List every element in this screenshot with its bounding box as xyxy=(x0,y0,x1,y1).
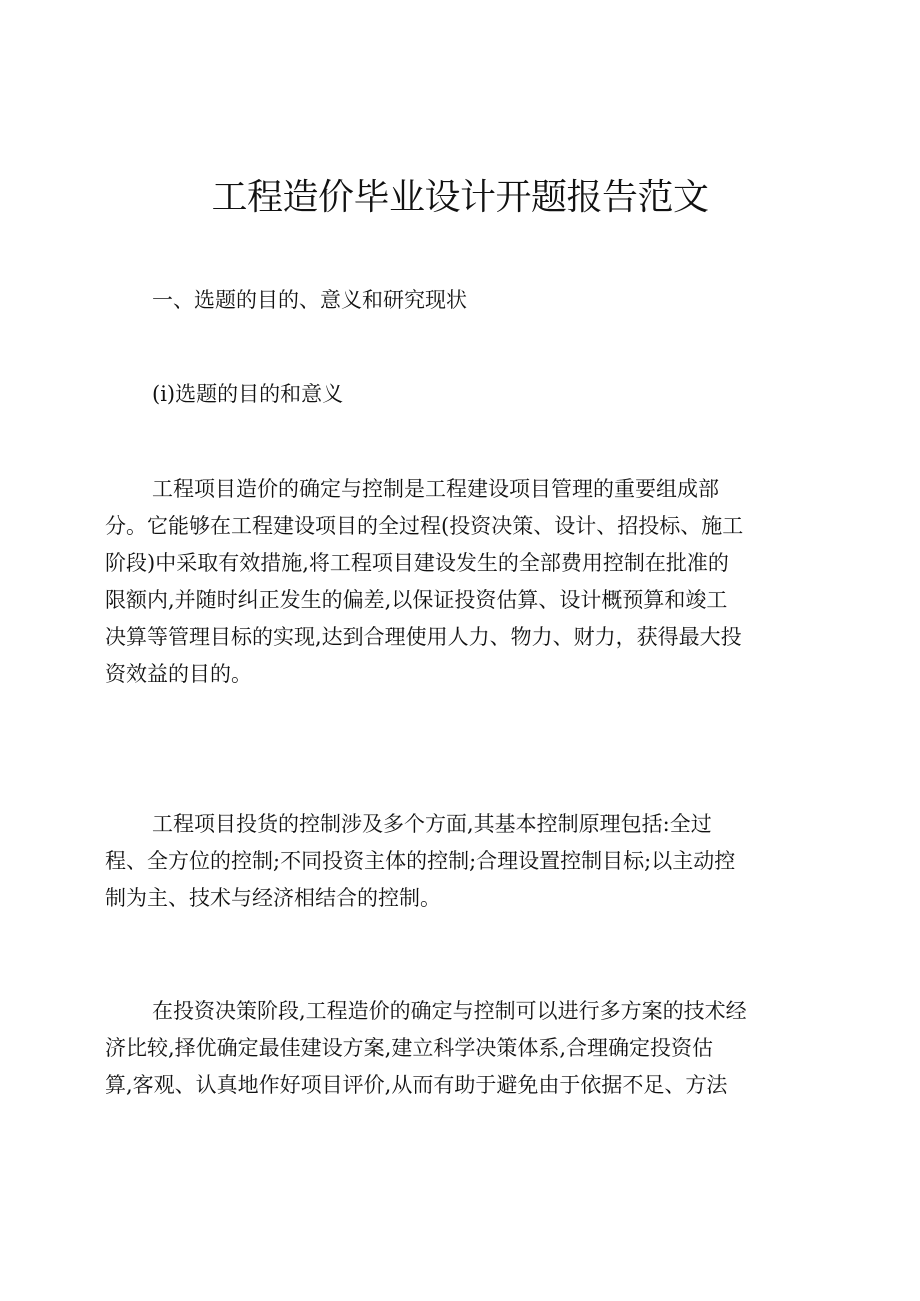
paragraph-line: 资效益的目的。 xyxy=(105,662,252,686)
paragraph-line: 程、全方位的控制;不同投资主体的控制;合理设置控制目标;以主动控 xyxy=(105,849,736,873)
paragraph-line: 算,客观、认真地作好项目评价,从而有助于避免由于依据不足、方法 xyxy=(105,1073,728,1097)
paragraph-line: 决算等管理目标的实现,达到合理使用人力、物力、财力，获得最大投 xyxy=(105,625,742,649)
paragraph-line: 阶段)中采取有效措施,将工程项目建设发生的全部费用控制在批准的 xyxy=(105,551,729,575)
paragraph-2 xyxy=(105,806,815,917)
paragraph-3 xyxy=(105,993,815,1104)
paragraph-line: 制为主、技术与经济相结合的控制。 xyxy=(105,886,441,910)
paragraph-line: 在投资决策阶段,工程造价的确定与控制可以进行多方案的技术经 xyxy=(152,999,747,1023)
paragraph-line: 工程项目投货的控制涉及多个方面,其基本控制原理包括:全过 xyxy=(152,812,712,836)
paragraph-line: 分。它能够在工程建设项目的全过程(投资决策、设计、招投标、施工 xyxy=(105,514,744,538)
subsection-heading: (i)选题的目的和意义 xyxy=(152,382,344,406)
paragraph-1 xyxy=(105,471,815,693)
paragraph-line: 济比较,择优确定最佳建设方案,建立科学决策体系,合理确定投资估 xyxy=(105,1036,714,1060)
paragraph-line: 限额内,并随时纠正发生的偏差,以保证投资估算、设计概预算和竣工 xyxy=(105,588,728,612)
document-title: 工程造价毕业设计开题报告范文 xyxy=(211,177,709,218)
section-heading: 一、选题的目的、意义和研究现状 xyxy=(152,288,467,312)
paragraph-line: 工程项目造价的确定与控制是工程建设项目管理的重要组成部 xyxy=(152,477,719,501)
